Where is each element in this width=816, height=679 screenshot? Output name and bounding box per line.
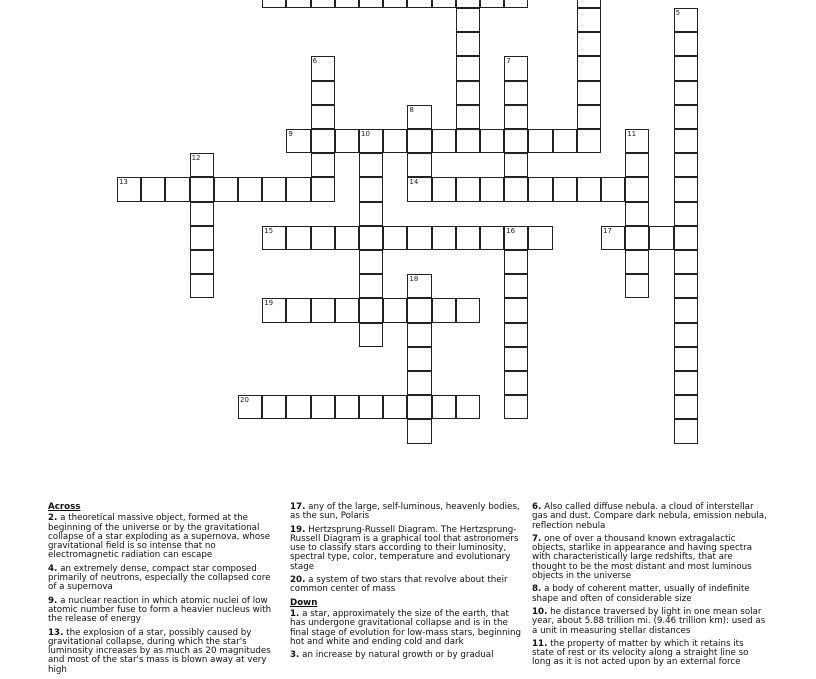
grid-cell[interactable]: [674, 298, 698, 322]
grid-cell[interactable]: [407, 0, 431, 8]
clue-number: 20: [240, 396, 249, 405]
grid-cell[interactable]: [601, 177, 625, 201]
grid-cell[interactable]: [674, 129, 698, 153]
grid-cell[interactable]: [504, 81, 528, 105]
grid-cell[interactable]: [625, 274, 649, 298]
clues-column-1: [48, 503, 280, 679]
grid-cell[interactable]: [553, 129, 577, 153]
grid-cell[interactable]: [601, 226, 625, 250]
grid-cell[interactable]: [674, 177, 698, 201]
grid-cell[interactable]: [456, 0, 480, 8]
clue-across-13: 13. the explosion of a star, possibly caused by gravitational collapse, during which the star's luminosity increases by as much as 20 magnitudes and most of the star's mass is blown away at very high: [48, 627, 271, 675]
grid-cell[interactable]: [407, 129, 431, 153]
grid-cell[interactable]: [383, 395, 407, 419]
grid-cell[interactable]: [625, 177, 649, 201]
grid-cell[interactable]: [674, 323, 698, 347]
grid-cell[interactable]: [359, 226, 383, 250]
grid-cell[interactable]: [286, 177, 310, 201]
grid-cell[interactable]: [335, 226, 359, 250]
grid-cell[interactable]: [504, 153, 528, 177]
grid-cell[interactable]: [674, 105, 698, 129]
clue-number: 6: [312, 57, 318, 66]
grid-cell[interactable]: [432, 298, 456, 322]
grid-cell[interactable]: [335, 395, 359, 419]
grid-cell[interactable]: [504, 347, 528, 371]
grid-cell[interactable]: [674, 56, 698, 80]
grid-cell[interactable]: [407, 226, 431, 250]
grid-cell[interactable]: [359, 202, 383, 226]
grid-cell[interactable]: [674, 153, 698, 177]
grid-cell[interactable]: [674, 371, 698, 395]
grid-cell[interactable]: [311, 395, 335, 419]
grid-cell[interactable]: [577, 8, 601, 32]
grid-cell[interactable]: [335, 0, 359, 8]
clue-number: 5: [675, 9, 681, 17]
grid-cell[interactable]: [311, 177, 335, 201]
grid-cell[interactable]: [383, 226, 407, 250]
grid-cell[interactable]: [577, 81, 601, 105]
grid-cell[interactable]: [528, 129, 552, 153]
grid-cell[interactable]: [311, 226, 335, 250]
clue-across-4: 4. an extremely dense, compact star composed primarily of neutrons, especially the collapsed core of a supernova: [48, 563, 271, 593]
grid-cell[interactable]: [262, 395, 286, 419]
grid-cell[interactable]: [262, 226, 286, 250]
grid-cell[interactable]: [528, 177, 552, 201]
grid-cell[interactable]: [456, 129, 480, 153]
clues-column-2: [290, 503, 525, 664]
grid-cell[interactable]: [504, 371, 528, 395]
grid-cell[interactable]: [625, 153, 649, 177]
grid-cell[interactable]: [359, 250, 383, 274]
clue-across-20: 20. a system of two stars that revolve about their common center of mass: [290, 575, 508, 595]
grid-cell[interactable]: [286, 129, 310, 153]
grid-cell[interactable]: [504, 129, 528, 153]
grid-cell[interactable]: [407, 323, 431, 347]
grid-cell[interactable]: [432, 129, 456, 153]
grid-cell[interactable]: [504, 250, 528, 274]
grid-cell[interactable]: [674, 274, 698, 298]
grid-cell[interactable]: [456, 8, 480, 32]
grid-cell[interactable]: [359, 177, 383, 201]
grid-cell[interactable]: [311, 129, 335, 153]
grid-cell[interactable]: [625, 226, 649, 250]
across-heading: Across: [48, 502, 81, 512]
grid-cell[interactable]: [238, 177, 262, 201]
grid-cell[interactable]: [577, 105, 601, 129]
grid-cell[interactable]: [577, 32, 601, 56]
grid-cell[interactable]: [577, 56, 601, 80]
clue-number: 18: [409, 275, 419, 284]
grid-cell[interactable]: [528, 226, 552, 250]
grid-cell[interactable]: [407, 419, 431, 443]
grid-cell[interactable]: [674, 32, 698, 56]
grid-cell[interactable]: [383, 298, 407, 322]
grid-cell[interactable]: [407, 105, 431, 129]
grid-cell[interactable]: [117, 177, 141, 201]
grid-cell[interactable]: [504, 323, 528, 347]
grid-cell[interactable]: [407, 153, 431, 177]
grid-cell[interactable]: [480, 129, 504, 153]
grid-cell[interactable]: [577, 177, 601, 201]
grid-cell[interactable]: [577, 0, 601, 8]
grid-cell[interactable]: [262, 298, 286, 322]
grid-cell[interactable]: [407, 371, 431, 395]
grid-cell[interactable]: [649, 226, 673, 250]
clue-number: 9: [288, 130, 293, 138]
grid-cell[interactable]: [262, 177, 286, 201]
clue-number: 7: [506, 57, 511, 66]
grid-cell[interactable]: [553, 177, 577, 201]
grid-cell[interactable]: [674, 250, 698, 274]
grid-cell[interactable]: [432, 0, 456, 8]
grid-cell[interactable]: [432, 226, 456, 250]
grid-cell[interactable]: [407, 298, 431, 322]
grid-cell[interactable]: [335, 298, 359, 322]
grid-cell[interactable]: [190, 202, 214, 226]
grid-cell[interactable]: [238, 395, 262, 419]
grid-cell[interactable]: [311, 56, 335, 80]
grid-cell[interactable]: [383, 129, 407, 153]
grid-cell[interactable]: [311, 298, 335, 322]
clue-number: 10: [361, 130, 370, 138]
grid-cell[interactable]: [504, 105, 528, 129]
grid-cell[interactable]: [335, 129, 359, 153]
grid-cell[interactable]: [456, 81, 480, 105]
grid-cell[interactable]: [432, 177, 456, 201]
grid-cell[interactable]: [359, 298, 383, 322]
grid-cell[interactable]: [165, 177, 189, 201]
clue-number: 13: [119, 178, 128, 187]
grid-cell[interactable]: [190, 274, 214, 298]
grid-cell[interactable]: [456, 298, 480, 322]
grid-cell[interactable]: [674, 347, 698, 371]
grid-cell[interactable]: [359, 323, 383, 347]
grid-cell[interactable]: [359, 274, 383, 298]
grid-cell[interactable]: [456, 56, 480, 80]
down-heading: Down: [290, 597, 318, 608]
grid-cell[interactable]: [674, 419, 698, 443]
grid-cell[interactable]: [141, 177, 165, 201]
grid-cell[interactable]: [311, 105, 335, 129]
grid-cell[interactable]: [674, 81, 698, 105]
grid-cell[interactable]: [407, 347, 431, 371]
clue-down-7: 7. one of over a thousand known extragalactic objects, starlike in appearance and having spectra with characteristically large redshifts, that are thought to be the most distant and most luminous objects in the universe: [532, 533, 753, 582]
grid-cell[interactable]: [480, 226, 504, 250]
grid-cell[interactable]: [190, 177, 214, 201]
clue-across-9: 9. a nuclear reaction in which atomic nuclei of low atomic number fuse to form a heavier nucleus with the release of energy: [48, 595, 272, 625]
clue-number: 11: [627, 130, 637, 138]
grid-cell[interactable]: [625, 202, 649, 226]
clue-across-17: 17. any of the large, self-luminous, heavenly bodies, as the sun, Polaris: [290, 502, 520, 522]
grid-cell[interactable]: [286, 298, 310, 322]
grid-cell[interactable]: [577, 129, 601, 153]
grid-cell[interactable]: [311, 153, 335, 177]
grid-cell[interactable]: [407, 177, 431, 201]
grid-cell[interactable]: [625, 129, 649, 153]
grid-cell[interactable]: [674, 226, 698, 250]
grid-cell[interactable]: [432, 395, 456, 419]
grid-cell[interactable]: [190, 153, 214, 177]
clue-down-1: 1. a star, approximately the size of the earth, that has undergone gravitational collapse and is in the final stage of evolution for low-mass stars, beginning hot and white and ending cold and dark: [290, 608, 521, 647]
grid-cell[interactable]: [262, 0, 286, 8]
grid-cell[interactable]: [674, 8, 698, 32]
grid-cell[interactable]: [504, 395, 528, 419]
grid-cell[interactable]: [504, 226, 528, 250]
grid-cell[interactable]: [504, 274, 528, 298]
grid-cell[interactable]: [311, 0, 335, 8]
grid-cell[interactable]: [456, 32, 480, 56]
grid-cell[interactable]: [456, 177, 480, 201]
clue-across-2: 2. a theoretical massive object, formed at the beginning of the universe or by the gravitational collapse of a star exploding as a supernova, whose gravitational field is so intense that no electromagnetic radiation can escape: [48, 513, 271, 561]
grid-cell[interactable]: [504, 0, 528, 8]
grid-cell[interactable]: [480, 177, 504, 201]
grid-cell[interactable]: [456, 226, 480, 250]
clue-number: 14: [409, 178, 419, 187]
grid-cell[interactable]: [359, 153, 383, 177]
grid-cell[interactable]: [480, 0, 504, 8]
clue-down-8: 8. a body of coherent matter, usually of indefinite shape and often of considerable size: [532, 584, 750, 604]
grid-cell[interactable]: [359, 129, 383, 153]
clue-down-11: 11. the property of matter by which it retains its state of rest or its velocity along a straight line so long as it is not acted upon by an external force: [532, 638, 749, 668]
grid-cell[interactable]: [407, 274, 431, 298]
grid-cell[interactable]: [674, 395, 698, 419]
clue-number: 19: [264, 299, 274, 308]
clue-down-10: 10. he distance traversed by light in one mean solar year, about 5.88 trillion mi. (9.46 trillion km): used as a unit in measuring stellar distances: [532, 606, 766, 636]
grid-cell[interactable]: [407, 395, 431, 419]
grid-cell[interactable]: [504, 177, 528, 201]
clue-across-19: 19. Hertzsprung-Russell Diagram. The Hertzsprung-Russell Diagram is a graphical tool that astronomers use to classify stars according to their luminosity, spectral type, color, temperature and evolutionary stage: [290, 524, 519, 572]
grid-cell[interactable]: [504, 56, 528, 80]
grid-cell[interactable]: [359, 395, 383, 419]
clue-down-3: 3. an increase by natural growth or by gradual: [290, 650, 494, 661]
grid-cell[interactable]: [286, 226, 310, 250]
clue-number: 17: [603, 226, 612, 235]
clue-number: 12: [191, 154, 201, 163]
grid-cell[interactable]: [383, 0, 407, 8]
grid-cell[interactable]: [286, 395, 310, 419]
grid-cell[interactable]: [456, 395, 480, 419]
clue-number: 16: [506, 226, 516, 235]
grid-cell[interactable]: [504, 298, 528, 322]
clue-number: 8: [409, 105, 414, 114]
clues-column-3: [532, 503, 768, 672]
grid-cell[interactable]: [286, 0, 310, 8]
clue-number: 15: [264, 226, 274, 235]
grid-cell[interactable]: [311, 81, 335, 105]
grid-cell[interactable]: [359, 0, 383, 8]
grid-cell[interactable]: [214, 177, 238, 201]
clue-down-6: 6. Also called diffuse nebula. a cloud of interstellar gas and dust. Compare dark nebula, emission nebula, reflection nebula: [532, 502, 767, 531]
grid-cell[interactable]: [674, 202, 698, 226]
grid-cell[interactable]: [625, 250, 649, 274]
grid-cell[interactable]: [190, 226, 214, 250]
grid-cell[interactable]: [190, 250, 214, 274]
grid-cell[interactable]: [456, 105, 480, 129]
